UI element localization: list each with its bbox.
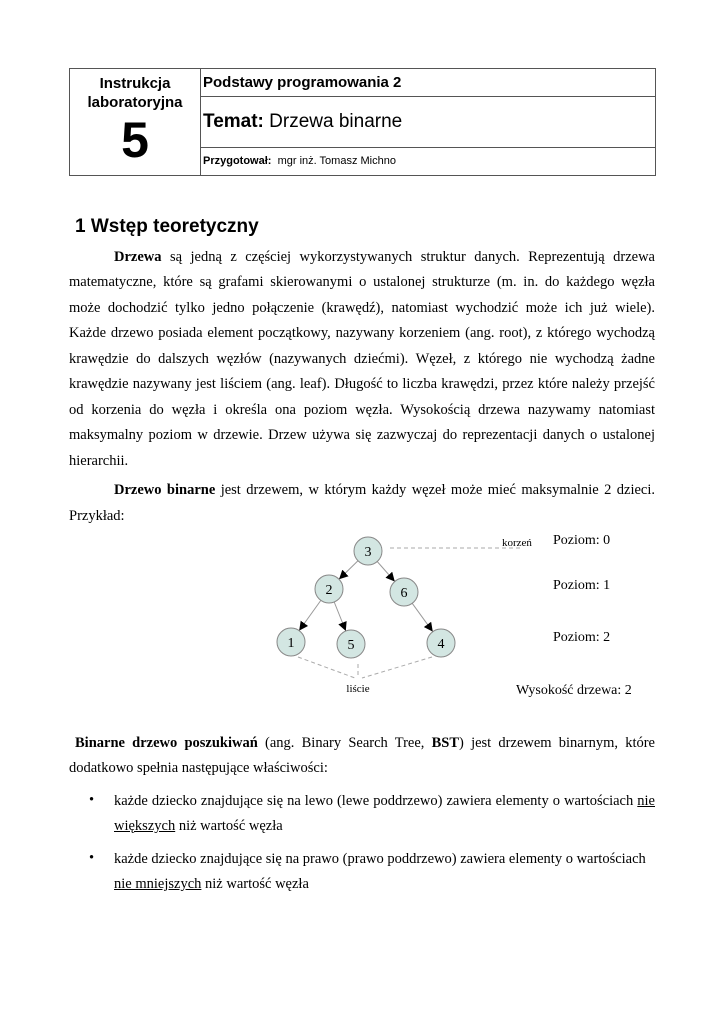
text-segment: niż wartość węzła (201, 876, 309, 892)
text-segment: Drzewo binarne (114, 482, 216, 498)
text-segment: jest drzewem, w którym każdy węzeł może mieć maksymalnie 2 dzieci. (215, 482, 656, 498)
text-segment: Przykład: (69, 508, 125, 524)
text-segment: może dochodzić tylko jedno połączenie (krawędź), natomiast wychodzić może ich już wiele). (69, 300, 655, 316)
text-segment: Drzewa (114, 249, 162, 265)
author-label: Przygotował: (203, 155, 272, 167)
tree-height-label: Wysokość drzewa: 2 (516, 683, 632, 698)
tree-node-label: 1 (287, 636, 295, 651)
bullet-icon: • (89, 850, 95, 866)
text-segment: nie (637, 793, 655, 809)
text-segment: krawędzie do dalszych węzłów (nazywanych dziećmi). Węzeł, z którego nie wychodzą żadne (69, 351, 655, 367)
tree-node-label: 5 (347, 638, 355, 653)
tree-node-label: 2 (325, 583, 333, 598)
bullet-icon: • (89, 792, 95, 808)
course-name: Podstawy programowania 2 (201, 69, 655, 97)
level-label: Poziom: 1 (553, 578, 611, 593)
text-segment: krawędzie nazywany jest liściem (ang. leaf). Długość to liczba krawędzi, przez które należy przejść (69, 376, 655, 392)
leaf-pointer-line (362, 657, 432, 678)
text-segment: niż wartość węzła (175, 818, 283, 834)
text-segment: maksymalny poziom w drzewie. Drzew używa się zazwyczaj do reprezentacji danych o ustalonej (69, 427, 655, 443)
text-segment: większych (114, 818, 176, 834)
text-segment: każde dziecko znajdujące się na prawo (prawo poddrzewo) zawiera elementy o wartościach (114, 851, 646, 867)
topic-label: Temat: (203, 111, 264, 132)
text-segment: matematyczne, które są grafami skierowanymi o ustalonej strukturze (m. in. do każdego węzła (69, 274, 655, 290)
leaves-label: liście (346, 683, 370, 695)
leaf-pointer-line (298, 657, 355, 678)
text-segment: od korzenia do węzła i określa ona poziom węzła. Wysokością drzewa nazywamy natomiast (69, 402, 655, 418)
tree-edge (334, 602, 346, 631)
tree-node-label: 4 (437, 637, 445, 652)
tree-node-label: 6 (400, 586, 408, 601)
topic-value: Drzewa binarne (263, 111, 403, 132)
label-line1: Instrukcja (99, 75, 171, 92)
level-label: Poziom: 2 (553, 630, 611, 645)
text-segment: Binarne drzewo poszukiwań (75, 735, 258, 751)
text-segment: nie mniejszych (114, 876, 202, 892)
lab-number: 5 (121, 112, 149, 168)
text-segment: BST (431, 735, 460, 751)
tree-edge (299, 600, 321, 630)
text-segment: Każde drzewo posiada element początkowy, nazywany korzeniem (ang. root), z którego wychodzą (69, 325, 655, 341)
text-segment: ) jest drzewem binarnym, które (459, 735, 655, 751)
tree-edge (412, 603, 433, 631)
author-value: mgr inż. Tomasz Michno (271, 155, 396, 167)
text-segment: są jedną z częściej wykorzystywanych struktur danych. Reprezentują drzewa (161, 249, 655, 265)
text-segment: hierarchii. (69, 453, 129, 469)
root-label: korzeń (502, 537, 532, 549)
tree-edge (377, 562, 395, 582)
level-label: Poziom: 0 (553, 533, 611, 548)
label-line2: laboratoryjna (87, 94, 183, 111)
tree-edge (339, 561, 358, 579)
text-segment: każde dziecko znajdujące się na lewo (lewe poddrzewo) zawiera elementy o wartościach (114, 793, 638, 809)
text-segment: (ang. Binary Search Tree, (257, 735, 432, 751)
text-segment: dodatkowo spełnia następujące właściwości: (69, 760, 328, 776)
section-heading: 1 Wstęp teoretyczny (75, 216, 259, 237)
tree-node-label: 3 (364, 545, 372, 560)
